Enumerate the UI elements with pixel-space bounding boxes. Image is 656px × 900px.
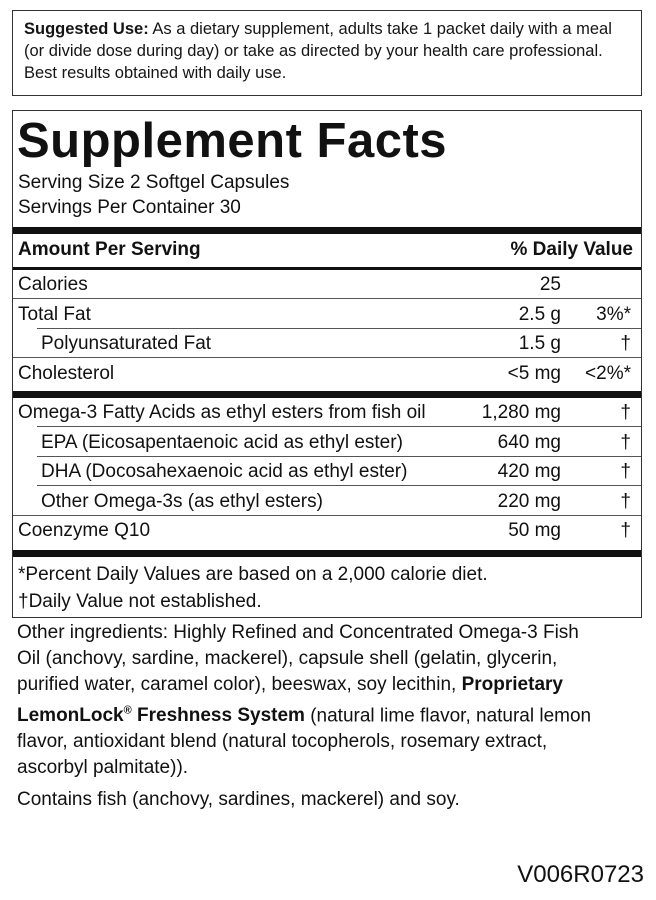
- nutrient-name: Calories: [18, 274, 88, 295]
- allergen-statement: Contains fish (anchovy, sardines, mackerel) and soy.: [17, 789, 460, 810]
- registered-mark: ®: [123, 705, 132, 717]
- nutrient-row: [13, 457, 641, 486]
- servings-per-container: Servings Per Container 30: [18, 197, 241, 218]
- nutrient-row: [13, 428, 641, 457]
- footnote-dagger: †Daily Value not established.: [18, 591, 262, 612]
- nutrient-daily-value: <2%*: [585, 362, 631, 384]
- nutrient-amount: 2.5 g: [518, 303, 561, 325]
- nutrient-daily-value: †: [620, 490, 631, 512]
- other-ingredients-tail: (natural lime flavor, natural lemon flavor, antioxidant blend (natural tocopherols, rosemary extract, ascorbyl palmitate)).: [17, 705, 592, 779]
- nutrient-name: Coenzyme Q10: [18, 520, 151, 541]
- nutrient-amount: 420 mg: [497, 461, 561, 482]
- suggested-use-text: As a dietary supplement, adults take 1 packet daily with a meal (or divide dose during day) or take as directed by your health care professional. Best results obtained with daily use.: [24, 20, 612, 82]
- thick-rule-middle: [13, 391, 641, 398]
- nutrient-amount: 1.5 g: [518, 333, 561, 354]
- nutrient-name: EPA (Eicosapentaenoic acid as ethyl ester): [41, 431, 403, 453]
- label-version-code: V006R0723: [517, 861, 644, 888]
- nutrient-amount: 50 mg: [508, 520, 561, 541]
- nutrient-amount: <5 mg: [507, 362, 561, 384]
- nutrient-daily-value: †: [620, 333, 631, 354]
- nutrient-daily-value: †: [620, 431, 631, 453]
- nutrient-name: DHA (Docosahexaenoic acid as ethyl ester): [41, 461, 408, 482]
- other-ingredients: [17, 620, 597, 781]
- nutrient-amount: 25: [539, 274, 561, 295]
- suggested-use-box: [12, 10, 642, 96]
- nutrient-name: Omega-3 Fatty Acids as ethyl esters from fish oil: [18, 402, 426, 423]
- lemonlock-name: Proprietary LemonLock® Freshness System: [17, 674, 563, 727]
- thick-rule-bottom: [13, 550, 641, 557]
- nutrient-daily-value: 3%*: [596, 303, 631, 325]
- suggested-use-label: Suggested Use:: [24, 20, 149, 38]
- nutrient-row: [13, 300, 641, 329]
- nutrient-row: [13, 516, 641, 545]
- nutrient-row: [13, 359, 641, 388]
- serving-size: Serving Size 2 Softgel Capsules: [18, 172, 290, 193]
- nutrient-amount: 1,280 mg: [481, 402, 561, 423]
- facts-title: Supplement Facts: [17, 114, 448, 168]
- nutrient-row: [13, 398, 641, 427]
- nutrient-row: [13, 487, 641, 516]
- nutrient-name: Cholesterol: [18, 362, 115, 384]
- nutrient-daily-value: †: [620, 402, 631, 423]
- nutrient-name: Other Omega-3s (as ethyl esters): [41, 490, 323, 512]
- thick-rule-top: [13, 227, 641, 234]
- nutrient-row: [13, 329, 641, 358]
- daily-value-header: % Daily Value: [510, 239, 633, 260]
- nutrient-row: [13, 270, 641, 299]
- nutrient-daily-value: †: [620, 520, 631, 541]
- footnote-percent: *Percent Daily Values are based on a 2,000 calorie diet.: [18, 564, 488, 585]
- amount-per-serving-header: Amount Per Serving: [18, 239, 201, 260]
- nutrient-amount: 640 mg: [497, 431, 561, 453]
- nutrient-daily-value: †: [620, 461, 631, 482]
- nutrient-name: Polyunsaturated Fat: [41, 333, 212, 354]
- nutrient-name: Total Fat: [18, 303, 91, 325]
- supplement-facts-panel: [12, 110, 642, 618]
- other-ingredients-lead: Other ingredients: Highly Refined and Concentrated Omega-3 Fish Oil (anchovy, sardine, mackerel), capsule shell (gelatin, glycerin, purified water, caramel color), beeswax, soy lecithin,: [17, 622, 579, 695]
- nutrient-amount: 220 mg: [497, 490, 561, 512]
